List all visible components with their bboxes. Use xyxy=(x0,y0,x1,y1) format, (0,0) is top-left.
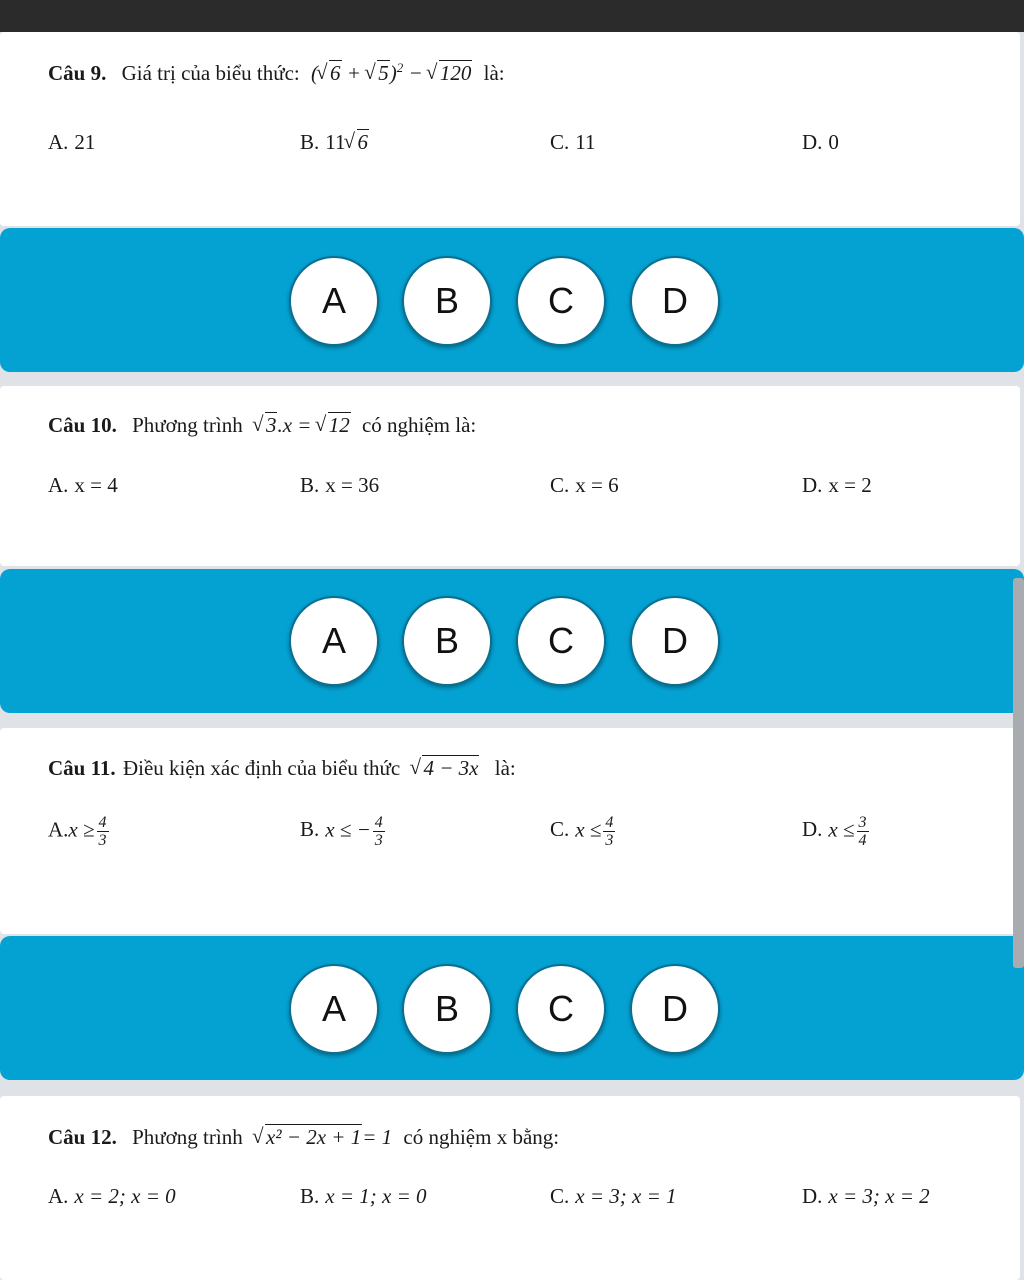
option-a: A. x = 2; x = 0 xyxy=(48,1184,176,1208)
answer-panel-10 xyxy=(0,569,1024,713)
question-11-text: Câu 11. Điều kiện xác định của biểu thức √ 4 − 3x là: xyxy=(48,756,516,781)
math-expression: (√ 6 + √ 5)$^2$ − √ 120 xyxy=(311,61,478,85)
math-expression: √ x² − 2x + 1= 1 xyxy=(254,1125,397,1149)
answer-panel-9 xyxy=(0,228,1024,372)
question-label: Câu 10. xyxy=(48,413,117,437)
option-a: A.x ≥ $\frac{4}{3}$ xyxy=(48,814,107,849)
answer-panel-11 xyxy=(0,936,1024,1080)
option-c: C. 11 xyxy=(550,130,596,154)
option-d: D. 0 xyxy=(802,130,839,154)
answer-button-a[interactable]: A xyxy=(289,256,379,346)
answer-button-c[interactable]: C xyxy=(516,256,606,346)
answer-button-a[interactable]: A xyxy=(289,596,379,686)
question-label: Câu 9. xyxy=(48,61,107,85)
status-bar xyxy=(0,0,1024,32)
question-label: Câu 12. xyxy=(48,1125,117,1149)
answer-button-b[interactable]: B xyxy=(402,256,492,346)
option-b: B. x = 36 xyxy=(300,473,380,497)
answer-button-c[interactable]: C xyxy=(516,596,606,686)
option-c: C. x = 6 xyxy=(550,473,619,497)
answer-button-d[interactable]: D xyxy=(630,256,720,346)
question-label: Câu 11. xyxy=(48,756,116,780)
answer-button-c[interactable]: C xyxy=(516,964,606,1054)
option-d: D. x = 3; x = 2 xyxy=(802,1184,930,1208)
option-b: B. 11√ 6 xyxy=(300,130,369,155)
math-expression: √ 4 − 3x xyxy=(411,756,484,780)
option-c: C. x ≤ $\frac{4}{3}$ xyxy=(550,814,614,849)
answer-button-d[interactable]: D xyxy=(630,964,720,1054)
option-d: D. x ≤ $\frac{3}{4}$ xyxy=(802,814,867,849)
scrollbar[interactable] xyxy=(1013,578,1024,968)
question-12-text: Câu 12. Phương trình √ x² − 2x + 1= 1 có nghiệm x bằng: xyxy=(48,1125,559,1150)
answer-button-a[interactable]: A xyxy=(289,964,379,1054)
option-b: B. x ≤ − $\frac{4}{3}$ xyxy=(300,814,383,849)
answer-button-b[interactable]: B xyxy=(402,964,492,1054)
option-a: A. 21 xyxy=(48,130,96,154)
answer-button-d[interactable]: D xyxy=(630,596,720,686)
question-9-text: Câu 9. Giá trị của biểu thức: (√ 6 + √ 5)$^2$ − √ 120 là: xyxy=(48,60,505,86)
answer-button-b[interactable]: B xyxy=(402,596,492,686)
option-d: D. x = 2 xyxy=(802,473,872,497)
question-10-text: Câu 10. Phương trình √ 3.x = √ 12 có nghiệm là: xyxy=(48,413,476,438)
option-c: C. x = 3; x = 1 xyxy=(550,1184,677,1208)
option-b: B. x = 1; x = 0 xyxy=(300,1184,427,1208)
option-a: A. x = 4 xyxy=(48,473,118,497)
math-expression: √ 3.x = √ 12 xyxy=(254,413,356,437)
